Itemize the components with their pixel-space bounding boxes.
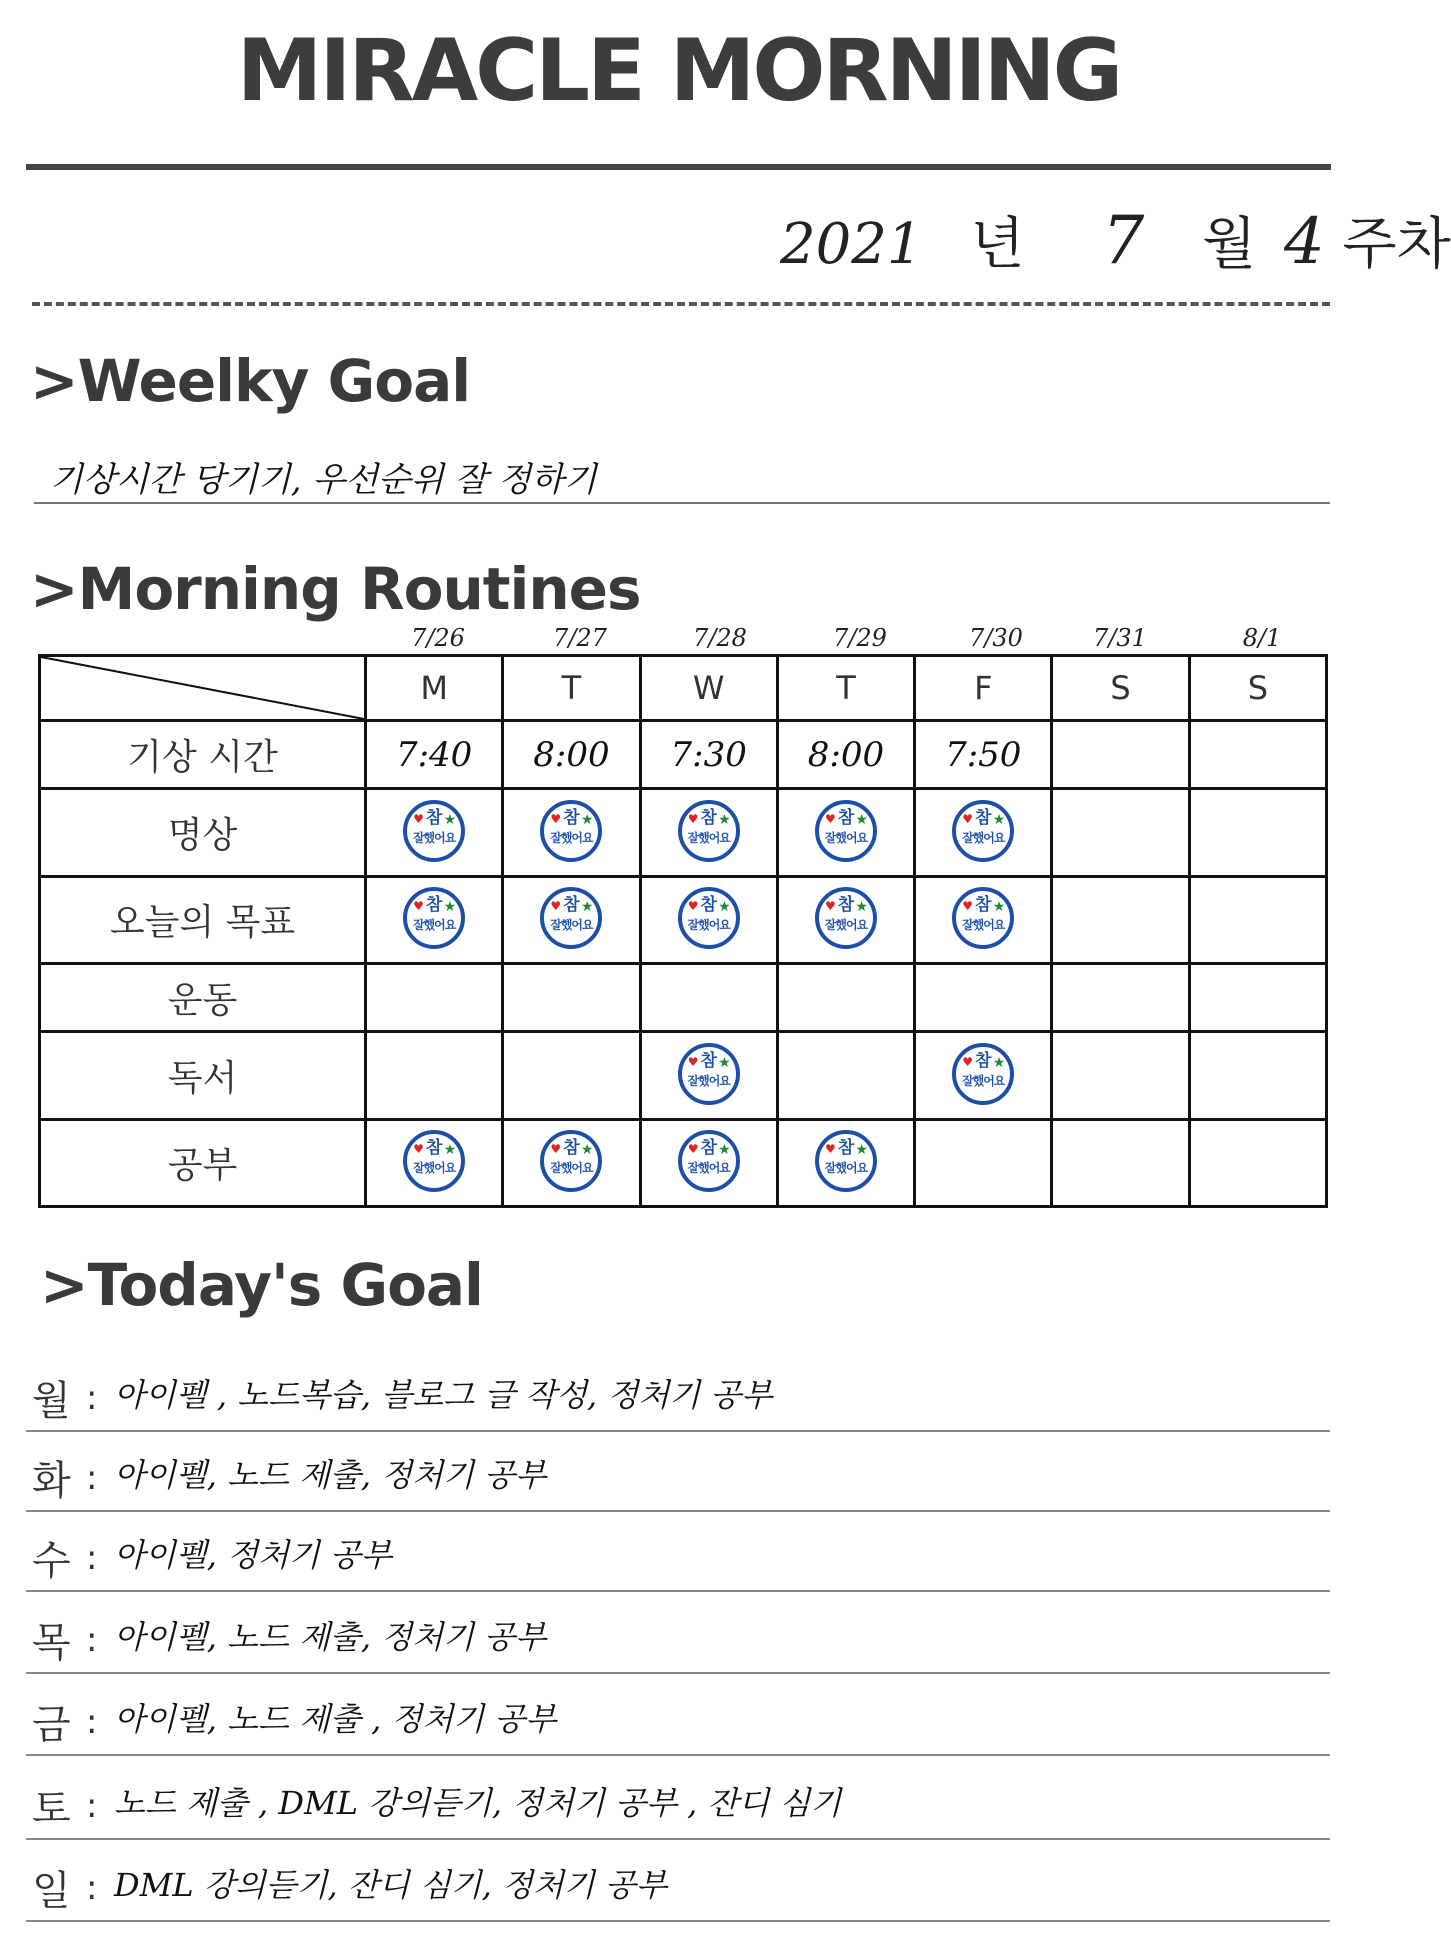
study-row: [40, 1119, 1327, 1206]
stamp-bottom-text: 잘했어요: [687, 1160, 730, 1175]
date-label: 7/26: [411, 624, 465, 652]
routine-table: [38, 654, 1328, 1208]
stamp-top-text: 참: [425, 807, 443, 828]
goal-text: DML 강의듣기, 잔디 심기, 정처기 공부: [114, 1866, 667, 1904]
stamp-bottom-text: 잘했어요: [550, 830, 593, 845]
stamp-bottom-text: 잘했어요: [412, 830, 456, 845]
stamp-bottom-text: 잘했어요: [412, 1160, 456, 1175]
corner-diagonal: [41, 657, 364, 719]
goal-row-sun: [26, 1842, 1330, 1922]
goal-day: 목: [32, 1620, 71, 1666]
goal-underline: [26, 1672, 1330, 1674]
stamp-cell: [1189, 1032, 1326, 1119]
star-icon: ★: [443, 898, 457, 915]
goal-row-tue: [26, 1432, 1330, 1512]
heart-icon: ♥: [824, 898, 836, 913]
goal-colon: :: [86, 1538, 98, 1578]
morning-routines-heading: >Morning Routines: [30, 555, 641, 623]
well-done-stamp-icon: [678, 1043, 740, 1105]
day-header: T: [777, 656, 914, 721]
well-done-stamp-icon: [815, 887, 877, 949]
goal-colon: :: [86, 1868, 98, 1908]
well-done-stamp-icon: [540, 887, 602, 949]
star-icon: ★: [580, 1141, 594, 1158]
stamp-top-text: 참: [700, 807, 717, 828]
year-value: 2021: [780, 212, 923, 277]
heart-icon: ♥: [413, 898, 424, 913]
title-divider: [26, 164, 1331, 170]
heart-icon: ♥: [687, 898, 699, 913]
exercise-row: [40, 964, 1327, 1032]
goal-row-mon: [26, 1352, 1330, 1432]
stamp-top-text: 참: [975, 1050, 992, 1071]
week-value: 4: [1283, 205, 1325, 279]
stamp-cell: [366, 964, 503, 1032]
heart-icon: ♥: [687, 1054, 699, 1069]
star-icon: ★: [580, 811, 594, 828]
goal-text: 아이펠, 정처기 공부: [114, 1536, 392, 1574]
stamp-top-text: 참: [837, 894, 855, 915]
stamp-top-text: 참: [837, 807, 855, 828]
stamp-bottom-text: 잘했어요: [550, 1160, 593, 1175]
stamp-cell: [777, 964, 914, 1032]
goal-text: 아이펠 , 노드복습, 블로그 글 작성, 정처기 공부: [114, 1376, 773, 1414]
goal-day: 월: [32, 1378, 71, 1424]
star-icon: ★: [718, 1054, 731, 1071]
stamp-cell: [1189, 964, 1326, 1032]
wake-time-cell: 8:00: [503, 721, 640, 789]
stamp-bottom-text: 잘했어요: [550, 917, 593, 932]
day-header: M: [366, 656, 503, 721]
star-icon: ★: [855, 1141, 868, 1158]
stamp-cell: [915, 964, 1052, 1032]
stamp-cell: [366, 876, 503, 963]
stamp-cell: [503, 789, 640, 876]
star-icon: ★: [718, 898, 731, 915]
stamp-top-text: 참: [563, 807, 580, 828]
day-header: W: [640, 656, 777, 721]
wake-time-cell: 7:40: [366, 721, 503, 789]
heart-icon: ♥: [962, 1054, 974, 1069]
goal-day: 수: [32, 1538, 71, 1584]
wake-time-cell: 7:50: [915, 721, 1052, 789]
date-label: 7/28: [693, 624, 747, 652]
stamp-bottom-text: 잘했어요: [824, 917, 868, 932]
meditation-row: [40, 789, 1327, 876]
day-header: T: [503, 656, 640, 721]
goal-day: 일: [32, 1868, 71, 1914]
reading-row: [40, 1032, 1327, 1119]
stamp-top-text: 참: [425, 894, 443, 915]
row-label: 공부: [40, 1119, 366, 1206]
goal-underline: [26, 1590, 1330, 1592]
well-done-stamp-icon: [952, 1043, 1014, 1105]
well-done-stamp-icon: [678, 800, 740, 862]
month-unit: 월: [1202, 212, 1257, 277]
stamp-top-text: 참: [837, 1137, 855, 1158]
stamp-bottom-text: 잘했어요: [687, 830, 730, 845]
stamp-cell: [1189, 876, 1326, 963]
stamp-cell: [777, 1032, 914, 1119]
row-label: 명상: [40, 789, 366, 876]
stamp-cell: [1052, 876, 1189, 963]
day-header: S: [1189, 656, 1326, 721]
stamp-cell: [366, 789, 503, 876]
date-label: 7/27: [553, 624, 607, 652]
goal-row-sat: [26, 1760, 1330, 1840]
well-done-stamp-icon: [540, 800, 602, 862]
date-label: 8/1: [1242, 624, 1282, 652]
goal-colon: :: [86, 1620, 98, 1660]
well-done-stamp-icon: [952, 800, 1014, 862]
today-goal-row: [40, 876, 1327, 963]
year-unit: 년: [970, 212, 1025, 277]
goal-colon: :: [86, 1786, 98, 1826]
stamp-cell: [777, 1119, 914, 1206]
goal-day: 화: [32, 1458, 71, 1504]
well-done-stamp-icon: [952, 887, 1014, 949]
star-icon: ★: [855, 811, 868, 828]
row-label: 독서: [40, 1032, 366, 1119]
well-done-stamp-icon: [678, 1130, 740, 1192]
stamp-cell: [915, 876, 1052, 963]
star-icon: ★: [855, 898, 868, 915]
day-header: S: [1052, 656, 1189, 721]
stamp-cell: [640, 964, 777, 1032]
goal-text: 아이펠, 노드 제출, 정처기 공부: [114, 1618, 546, 1656]
wake-time-row: [40, 721, 1327, 789]
well-done-stamp-icon: [815, 800, 877, 862]
goal-colon: :: [86, 1702, 98, 1742]
stamp-cell: [640, 789, 777, 876]
stamp-top-text: 참: [700, 1050, 717, 1071]
well-done-stamp-icon: [403, 887, 465, 949]
page-title: MIRACLE MORNING: [236, 21, 1121, 121]
row-label: 기상 시간: [40, 721, 366, 789]
star-icon: ★: [992, 898, 1006, 915]
goal-row-wed: [26, 1512, 1330, 1592]
stamp-top-text: 참: [425, 1137, 443, 1158]
stamp-cell: [777, 789, 914, 876]
stamp-cell: [503, 1032, 640, 1119]
star-icon: ★: [718, 811, 731, 828]
heart-icon: ♥: [962, 898, 974, 913]
stamp-bottom-text: 잘했어요: [824, 1160, 868, 1175]
week-unit: 주차: [1342, 212, 1451, 277]
stamp-cell: [503, 964, 640, 1032]
row-label: 운동: [40, 964, 366, 1032]
heart-icon: ♥: [550, 1141, 562, 1156]
heart-icon: ♥: [687, 1141, 699, 1156]
stamp-cell: [640, 1032, 777, 1119]
goal-underline: [26, 1754, 1330, 1756]
date-header: [780, 200, 1451, 280]
stamp-bottom-text: 잘했어요: [962, 830, 1005, 845]
goal-day: 토: [32, 1786, 71, 1832]
star-icon: ★: [443, 1141, 457, 1158]
wake-time-cell: [1052, 721, 1189, 789]
stamp-top-text: 참: [700, 1137, 717, 1158]
day-header-row: [40, 656, 1327, 721]
goal-day: 금: [32, 1702, 71, 1748]
stamp-cell: [915, 1119, 1052, 1206]
goal-text: 아이펠, 노드 제출, 정처기 공부: [114, 1456, 546, 1494]
heart-icon: ♥: [413, 811, 424, 826]
heart-icon: ♥: [962, 811, 974, 826]
star-icon: ★: [580, 898, 594, 915]
day-header: F: [915, 656, 1052, 721]
stamp-bottom-text: 잘했어요: [687, 917, 730, 932]
heart-icon: ♥: [413, 1141, 424, 1156]
todays-goal-heading: >Today's Goal: [40, 1251, 483, 1319]
date-label: 7/29: [833, 624, 887, 652]
weekly-goal-heading: >Weelky Goal: [30, 347, 471, 415]
stamp-cell: [640, 876, 777, 963]
stamp-cell: [915, 789, 1052, 876]
goal-colon: :: [86, 1458, 98, 1498]
stamp-cell: [1189, 1119, 1326, 1206]
dashed-divider: [32, 302, 1330, 306]
date-label: 7/30: [969, 624, 1023, 652]
wake-time-cell: [1189, 721, 1326, 789]
row-label: 오늘의 목표: [40, 876, 366, 963]
stamp-cell: [640, 1119, 777, 1206]
star-icon: ★: [992, 811, 1006, 828]
heart-icon: ♥: [550, 898, 562, 913]
stamp-top-text: 참: [700, 894, 717, 915]
well-done-stamp-icon: [540, 1130, 602, 1192]
stamp-cell: [777, 876, 914, 963]
goal-text: 노드 제출 , DML 강의듣기, 정처기 공부 , 잔디 심기: [114, 1784, 842, 1822]
well-done-stamp-icon: [403, 1130, 465, 1192]
star-icon: ★: [992, 1054, 1006, 1071]
stamp-top-text: 참: [975, 807, 992, 828]
stamp-bottom-text: 잘했어요: [824, 830, 868, 845]
stamp-cell: [366, 1032, 503, 1119]
weekly-goal-underline: [34, 502, 1330, 504]
heart-icon: ♥: [824, 1141, 836, 1156]
stamp-cell: [1189, 789, 1326, 876]
heart-icon: ♥: [824, 811, 836, 826]
goal-row-fri: [26, 1676, 1330, 1756]
date-label: 7/31: [1093, 624, 1147, 652]
table-corner: [40, 656, 366, 721]
stamp-bottom-text: 잘했어요: [687, 1073, 730, 1088]
well-done-stamp-icon: [815, 1130, 877, 1192]
star-icon: ★: [718, 1141, 731, 1158]
stamp-cell: [503, 876, 640, 963]
goal-underline: [26, 1838, 1330, 1840]
routine-dates: [0, 624, 1357, 654]
stamp-cell: [1052, 1032, 1189, 1119]
stamp-bottom-text: 잘했어요: [962, 1073, 1005, 1088]
wake-time-cell: 8:00: [777, 721, 914, 789]
stamp-bottom-text: 잘했어요: [962, 917, 1005, 932]
stamp-cell: [1052, 789, 1189, 876]
stamp-cell: [1052, 1119, 1189, 1206]
stamp-bottom-text: 잘했어요: [412, 917, 456, 932]
weekly-goal-text: 기상시간 당기기, 우선순위 잘 정하기: [50, 460, 597, 500]
well-done-stamp-icon: [403, 800, 465, 862]
stamp-top-text: 참: [563, 1137, 580, 1158]
goal-colon: :: [86, 1378, 98, 1418]
stamp-cell: [1052, 964, 1189, 1032]
stamp-top-text: 참: [563, 894, 580, 915]
stamp-cell: [915, 1032, 1052, 1119]
goal-underline: [26, 1920, 1330, 1922]
stamp-cell: [366, 1119, 503, 1206]
month-value: 7: [1102, 202, 1145, 279]
goal-text: 아이펠, 노드 제출 , 정처기 공부: [114, 1700, 557, 1738]
stamp-top-text: 참: [975, 894, 992, 915]
goal-row-thu: [26, 1594, 1330, 1674]
stamp-cell: [503, 1119, 640, 1206]
well-done-stamp-icon: [678, 887, 740, 949]
star-icon: ★: [443, 811, 457, 828]
heart-icon: ♥: [687, 811, 699, 826]
wake-time-cell: 7:30: [640, 721, 777, 789]
heart-icon: ♥: [550, 811, 562, 826]
